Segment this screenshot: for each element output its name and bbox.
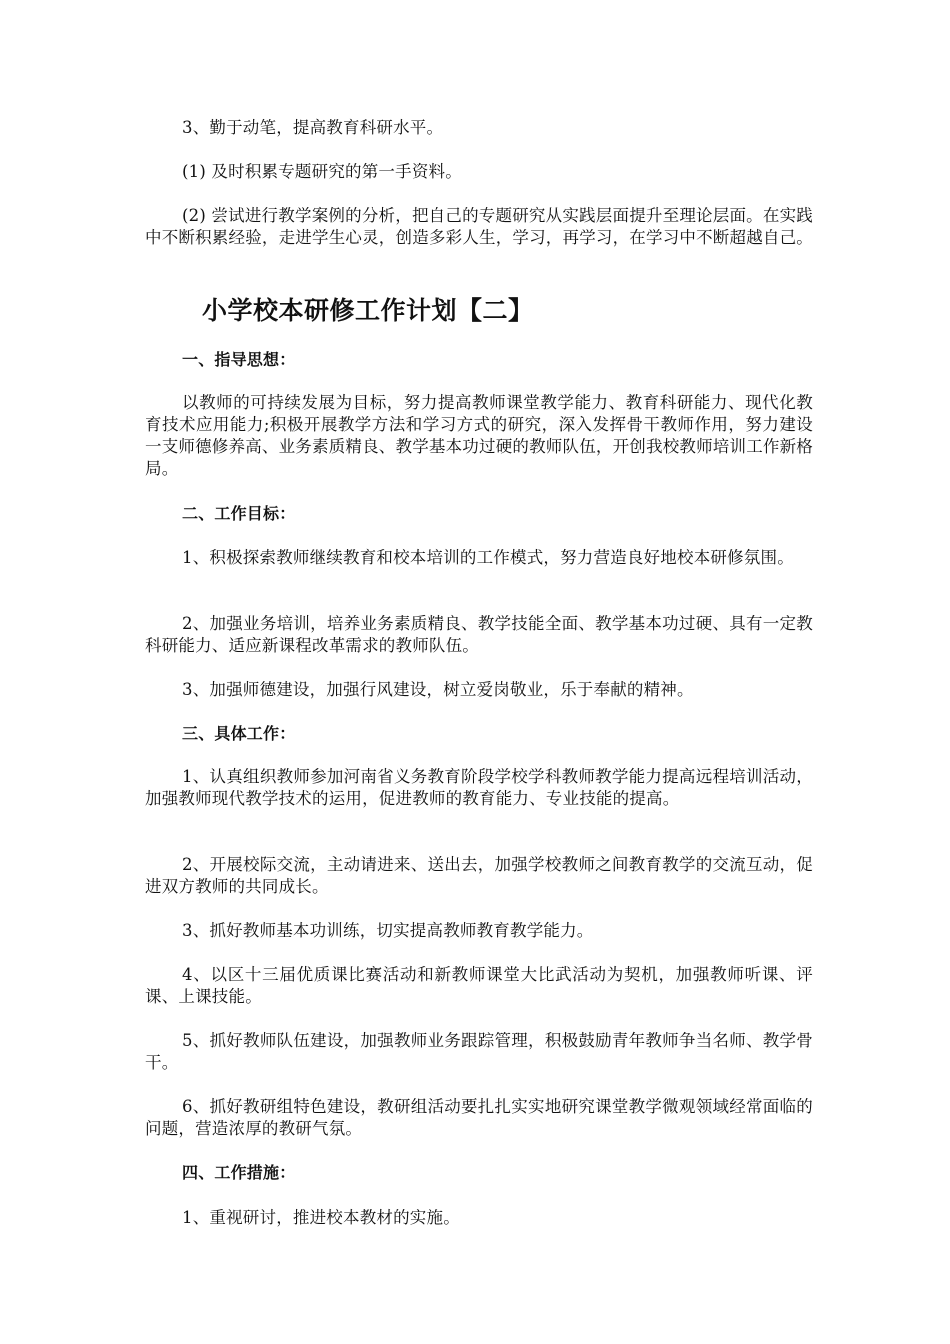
section-guiding-body: 以教师的可持续发展为目标，努力提高教师课堂教学能力、教育科研能力、现代化教育技术应用能力;积极开展教学方法和学习方式的研究，深入发挥骨干教师作用，努力建设一支师德修养高、业务素质精良、教学基本功过硬的教师队伍，开创我校教师培训工作新格局。: [145, 393, 813, 478]
work-item: 4、以区十三届优质课比赛活动和新教师课堂大比武活动为契机，加强教师听课、评课、上课技能。: [145, 965, 813, 1006]
section-goals-heading: 二、工作目标：: [182, 504, 296, 523]
work-item: 3、抓好教师基本功训练，切实提高教师教育教学能力。: [182, 921, 594, 940]
section-guiding-heading: 一、指导思想：: [182, 350, 296, 369]
section-work-heading: 三、具体工作：: [182, 724, 296, 743]
intro-sub-2: (2) 尝试进行教学案例的分析，把自己的专题研究从实践层面提升至理论层面。在实践中不断积累经验，走进学生心灵，创造多彩人生，学习，再学习，在学习中不断超越自己。: [145, 206, 813, 247]
work-item: 2、开展校际交流，主动请进来、送出去，加强学校教师之间教育教学的交流互动，促进双方教师的共同成长。: [145, 855, 813, 896]
intro-sub-1: (1) 及时积累专题研究的第一手资料。: [182, 162, 462, 181]
goal-item: 2、加强业务培训，培养业务素质精良、教学技能全面、教学基本功过硬、具有一定教科研能力、适应新课程改革需求的教师队伍。: [145, 614, 813, 655]
measure-item: 1、重视研讨，推进校本教材的实施。: [182, 1208, 460, 1227]
intro-item-3: 3、勤于动笔，提高教育科研水平。: [182, 118, 444, 137]
document-title: 小学校本研修工作计划【二】: [202, 296, 534, 325]
work-item: 6、抓好教研组特色建设，教研组活动要扎扎实实地研究课堂教学微观领域经常面临的问题，营造浓厚的教研气氛。: [145, 1097, 813, 1138]
work-item: 1、认真组织教师参加河南省义务教育阶段学校学科教师教学能力提高远程培训活动，加强教师现代教学技术的运用，促进教师的教育能力、专业技能的提高。: [145, 767, 813, 808]
goal-item: 3、加强师德建设，加强行风建设，树立爱岗敬业，乐于奉献的精神。: [182, 680, 694, 699]
goal-item: 1、积极探索教师继续教育和校本培训的工作模式，努力营造良好地校本研修氛围。: [182, 548, 794, 567]
section-measures-heading: 四、工作措施：: [182, 1163, 296, 1182]
work-item: 5、抓好教师队伍建设，加强教师业务跟踪管理，积极鼓励青年教师争当名师、教学骨干。: [145, 1031, 813, 1072]
